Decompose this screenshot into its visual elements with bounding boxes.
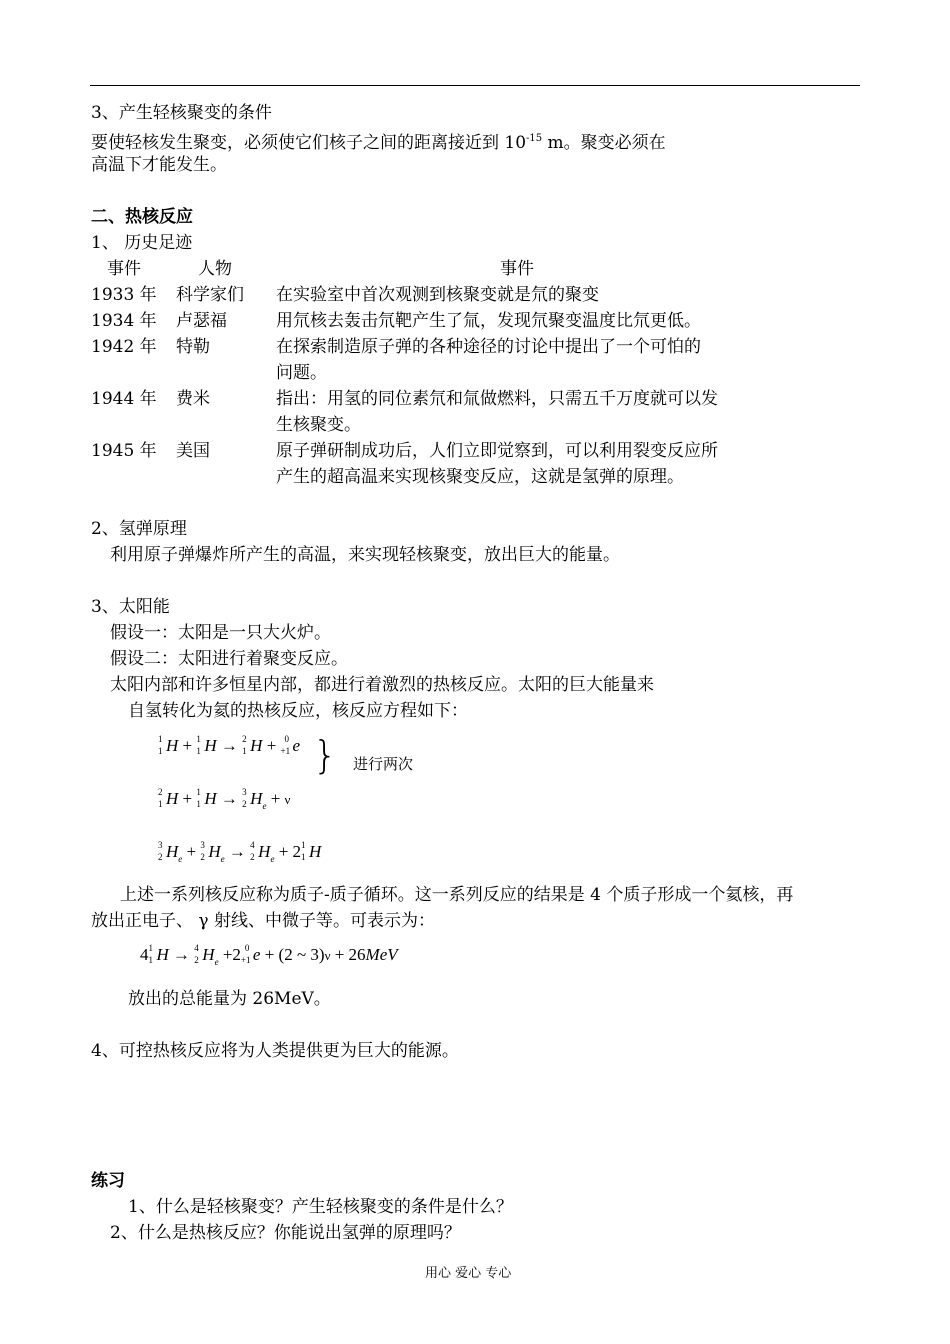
table-cell-year: 1944 年 bbox=[91, 389, 157, 409]
exercise-heading: 练习 bbox=[91, 1171, 125, 1191]
table-cell-person: 特勒 bbox=[176, 337, 210, 357]
subsection-heading: 4、可控热核反应将为人类提供更为巨大的能源。 bbox=[91, 1041, 459, 1061]
table-cell-year: 1933 年 bbox=[91, 285, 157, 305]
paragraph-line: 要使轻核发生聚变，必须使它们核子之间的距离接近到 $10^{-15}$ m。聚变必须在 bbox=[91, 133, 666, 153]
section-heading: 3、产生轻核聚变的条件 bbox=[91, 103, 272, 123]
table-cell-year: 1934 年 bbox=[91, 311, 157, 331]
paragraph-line: 放出的总能量为 26MeV。 bbox=[128, 989, 331, 1009]
header-rule bbox=[90, 85, 860, 86]
brace-symbol: } bbox=[313, 733, 338, 777]
table-cell-event: 产生的超高温来实现核聚变反应，这就是氢弹的原理。 bbox=[276, 467, 684, 487]
exercise-question: 2、什么是热核反应？你能说出氢弹的原理吗？ bbox=[110, 1223, 461, 1243]
table-cell-event: 用氘核去轰击氘靶产生了氚，发现氘聚变温度比氘更低。 bbox=[276, 311, 701, 331]
table-header: 人物 bbox=[198, 259, 232, 279]
table-cell-event: 指出：用氢的同位素氘和氚做燃料，只需五千万度就可以发 bbox=[276, 389, 718, 409]
table-cell-person: 费米 bbox=[176, 389, 210, 409]
subsection-heading: 3、太阳能 bbox=[91, 597, 170, 617]
paragraph-line: 利用原子弹爆炸所产生的高温，来实现轻核聚变，放出巨大的能量。 bbox=[110, 545, 620, 565]
subsection-heading: 2、氢弹原理 bbox=[91, 519, 187, 539]
paragraph-line: 高温下才能发生。 bbox=[91, 155, 227, 175]
table-cell-year: 1945 年 bbox=[91, 441, 157, 461]
equation-summary: 4 1 1 H → 4 2 $H_e +2$ 0 +1 e + (2 ~ 3)ν + 26MeV bbox=[140, 943, 398, 967]
exercise-question: 1、什么是轻核聚变？产生轻核聚变的条件是什么？ bbox=[128, 1197, 513, 1217]
subsection-heading: 1、 历史足迹 bbox=[91, 233, 193, 253]
table-cell-event: 在实验室中首次观测到核聚变就是氘的聚变 bbox=[276, 285, 599, 305]
table-cell-person: 美国 bbox=[176, 441, 210, 461]
equation-note: 进行两次 bbox=[353, 755, 414, 773]
equation-3: 3 2 $H_e$ + 3 2 $H_e$ → 4 2 $H_e + 2$ 1 1 H bbox=[158, 840, 322, 864]
table-cell-person: 卢瑟福 bbox=[176, 311, 227, 331]
paragraph-line: 太阳内部和许多恒星内部，都进行着激烈的热核反应。太阳的巨大能量来 bbox=[110, 675, 654, 695]
page-footer: 用心 爱心 专心 bbox=[425, 1266, 512, 1281]
part-heading: 二、热核反应 bbox=[91, 207, 193, 227]
table-cell-person: 科学家们 bbox=[176, 285, 244, 305]
paragraph-line: 上述一系列核反应称为质子-质子循环。这一系列反应的结果是 4 个质子形成一个氦核，再 bbox=[120, 885, 794, 905]
paragraph-line: 假设二：太阳进行着聚变反应。 bbox=[110, 649, 348, 669]
table-header: 事件 bbox=[107, 259, 141, 279]
equation-2: 2 1 H + 1 1 H → 3 2 $H_e + \nu$ bbox=[158, 787, 291, 811]
table-cell-event: 问题。 bbox=[276, 363, 327, 383]
table-header: 事件 bbox=[500, 259, 534, 279]
equation-1: 1 1 H + 1 1 H → 2 1 H + 0 +1 e bbox=[158, 734, 301, 757]
paragraph-line: 自氢转化为氦的热核反应，核反应方程如下： bbox=[128, 701, 468, 721]
table-cell-event: 生核聚变。 bbox=[276, 415, 361, 435]
paragraph-line: 假设一：太阳是一只大火炉。 bbox=[110, 623, 331, 643]
table-cell-event: 在探索制造原子弹的各种途径的讨论中提出了一个可怕的 bbox=[276, 337, 701, 357]
table-cell-event: 原子弹研制成功后，人们立即觉察到，可以利用裂变反应所 bbox=[276, 441, 718, 461]
table-cell-year: 1942 年 bbox=[91, 337, 157, 357]
paragraph-line: 放出正电子、 γ 射线、中微子等。可表示为： bbox=[91, 911, 435, 931]
